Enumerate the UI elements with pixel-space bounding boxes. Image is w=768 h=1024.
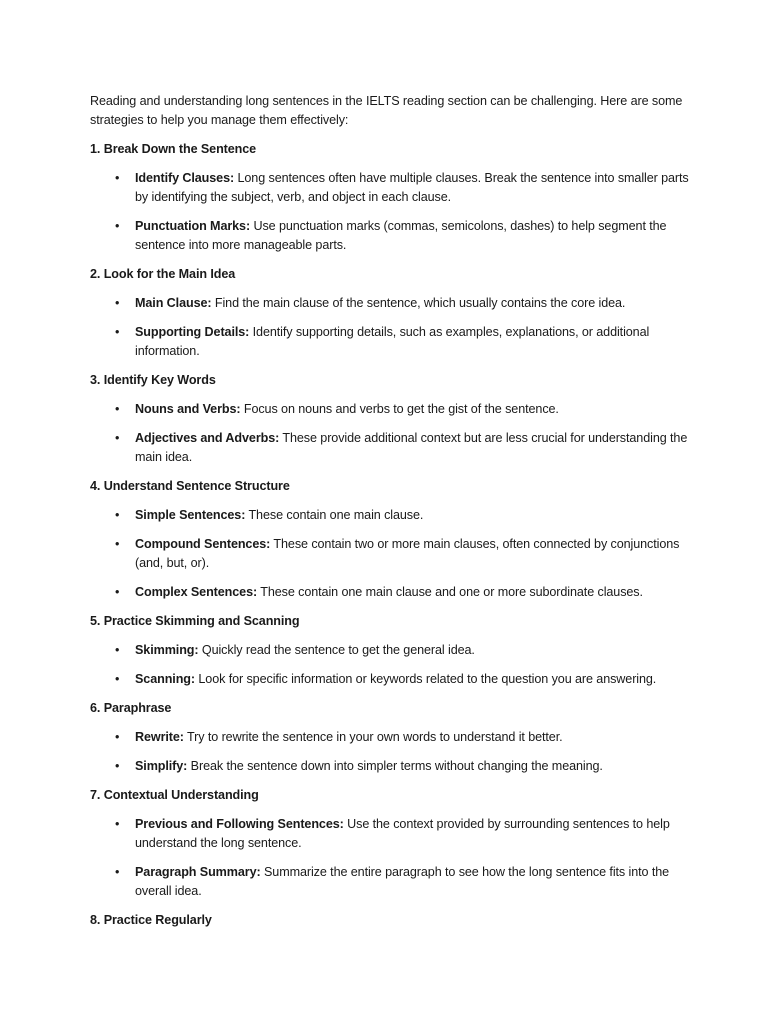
bullet-icon: •	[115, 508, 120, 522]
section-heading: 5. Practice Skimming and Scanning	[90, 614, 300, 628]
bullet-list	[90, 506, 690, 602]
list-item	[90, 670, 690, 689]
item-text: Use punctuation marks (commas, semicolons, dashes) to help segment the sentence into more manageable parts.	[135, 219, 667, 252]
list-item	[90, 429, 690, 467]
item-term: Identify Clauses:	[135, 171, 235, 185]
bullet-icon: •	[115, 219, 120, 233]
bullet-icon: •	[115, 402, 120, 416]
list-item	[90, 400, 690, 419]
item-text: Focus on nouns and verbs to get the gist of the sentence.	[240, 402, 559, 416]
section-heading: 4. Understand Sentence Structure	[90, 479, 290, 493]
item-text: Look for specific information or keywords related to the question you are answering.	[194, 672, 657, 686]
bullet-icon: •	[115, 537, 120, 551]
section-heading: 3. Identify Key Words	[90, 373, 216, 387]
bullet-icon: •	[115, 865, 120, 879]
item-text: Try to rewrite the sentence in your own words to understand it better.	[183, 730, 563, 744]
item-term: Supporting Details:	[135, 325, 250, 339]
item-term: Complex Sentences:	[135, 585, 258, 599]
item-term: Main Clause:	[135, 296, 212, 310]
item-text: Use the context provided by surrounding sentences to help understand the long sentence.	[135, 817, 670, 850]
bullet-list	[90, 728, 690, 776]
item-term: Previous and Following Sentences:	[135, 817, 344, 831]
bullet-list	[90, 400, 690, 467]
item-term: Simple Sentences:	[135, 508, 246, 522]
item-term: Scanning:	[135, 672, 195, 686]
bullet-icon: •	[115, 585, 120, 599]
item-term: Nouns and Verbs:	[135, 402, 241, 416]
list-item	[90, 217, 690, 255]
list-item	[90, 728, 690, 747]
item-term: Rewrite:	[135, 730, 184, 744]
section-heading: 1. Break Down the Sentence	[90, 142, 257, 156]
list-item	[90, 294, 690, 313]
bullet-list	[90, 294, 690, 361]
list-item	[90, 863, 690, 901]
item-text: Break the sentence down into simpler terms without changing the meaning.	[187, 759, 603, 773]
item-text: Quickly read the sentence to get the general idea.	[198, 643, 475, 657]
item-text: Long sentences often have multiple clauses. Break the sentence into smaller parts by identifying the subject, verb, and object in each clause.	[135, 171, 689, 204]
bullet-icon: •	[115, 431, 120, 445]
item-text: These provide additional context but are less crucial for understanding the main idea.	[135, 431, 688, 464]
item-text: These contain one main clause.	[245, 508, 424, 522]
bullet-icon: •	[115, 296, 120, 310]
list-item	[90, 506, 690, 525]
bullet-icon: •	[115, 643, 120, 657]
list-item	[90, 535, 690, 573]
sections-container	[90, 140, 690, 930]
intro-paragraph: Reading and understanding long sentences in the IELTS reading section can be challenging. Here are some strategies to help you manage them effectively:	[90, 94, 683, 127]
list-item	[90, 641, 690, 660]
item-term: Skimming:	[135, 643, 199, 657]
item-text: These contain two or more main clauses, often connected by conjunctions (and, but, or).	[135, 537, 680, 570]
section-heading: 6. Paraphrase	[90, 701, 172, 715]
item-text: These contain one main clause and one or more subordinate clauses.	[257, 585, 643, 599]
item-term: Compound Sentences:	[135, 537, 271, 551]
bullet-icon: •	[115, 759, 120, 773]
item-text: Identify supporting details, such as examples, explanations, or additional information.	[135, 325, 650, 358]
section-heading: 8. Practice Regularly	[90, 913, 212, 927]
item-text: Find the main clause of the sentence, which usually contains the core idea.	[211, 296, 626, 310]
item-term: Paragraph Summary:	[135, 865, 261, 879]
bullet-icon: •	[115, 171, 120, 185]
bullet-icon: •	[115, 672, 120, 686]
item-text: Summarize the entire paragraph to see how the long sentence fits into the overall idea.	[135, 865, 670, 898]
bullet-list	[90, 169, 690, 255]
list-item	[90, 169, 690, 207]
bullet-list	[90, 641, 690, 689]
list-item	[90, 583, 690, 602]
section-heading: 2. Look for the Main Idea	[90, 267, 236, 281]
document-page	[90, 92, 690, 940]
item-term: Adjectives and Adverbs:	[135, 431, 280, 445]
item-term: Punctuation Marks:	[135, 219, 251, 233]
bullet-icon: •	[115, 817, 120, 831]
bullet-list	[90, 815, 690, 901]
bullet-icon: •	[115, 325, 120, 339]
list-item	[90, 757, 690, 776]
list-item	[90, 815, 690, 853]
bullet-icon: •	[115, 730, 120, 744]
section-heading: 7. Contextual Understanding	[90, 788, 259, 802]
list-item	[90, 323, 690, 361]
item-term: Simplify:	[135, 759, 188, 773]
